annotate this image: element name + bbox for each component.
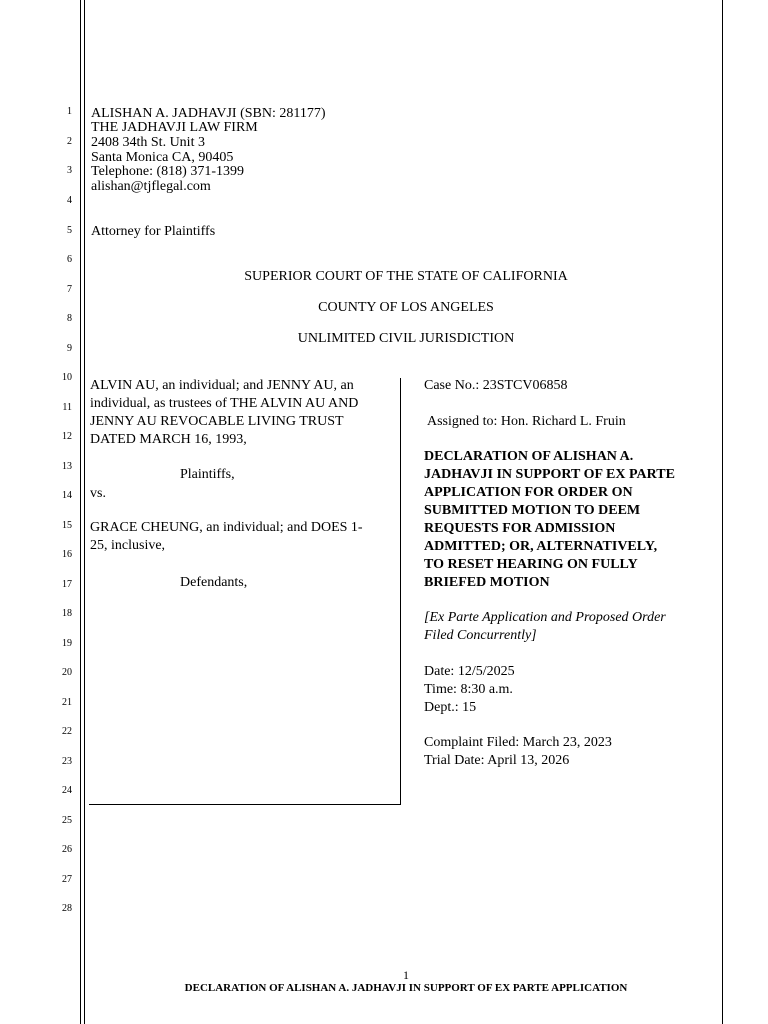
footer-title: DECLARATION OF ALISHAN A. JADHAVJI IN SUPPORT OF EX PARTE APPLICATION	[184, 982, 628, 994]
address-line: 2408 34th St. Unit 3	[91, 135, 205, 150]
hearing-date: Date: 12/5/2025	[424, 664, 515, 679]
line-number: 14	[62, 490, 72, 501]
line-number: 28	[62, 903, 72, 914]
line-number: 27	[62, 874, 72, 885]
line-number: 25	[62, 815, 72, 826]
document-title-line: REQUESTS FOR ADMISSION	[424, 521, 616, 536]
line-number: 5	[67, 225, 72, 236]
document-title-line: BRIEFED MOTION	[424, 575, 550, 590]
line-number: 12	[62, 431, 72, 442]
document-title-line: DECLARATION OF ALISHAN A.	[424, 449, 634, 464]
document-title-line: SUBMITTED MOTION TO DEEM	[424, 503, 641, 518]
document-title-line: ADMITTED; OR, ALTERNATIVELY,	[424, 539, 658, 554]
trial-date: Trial Date: April 13, 2026	[424, 753, 570, 768]
court-county: COUNTY OF LOS ANGELES	[318, 300, 494, 315]
line-number: 7	[67, 284, 72, 295]
telephone: Telephone: (818) 371-1399	[91, 164, 244, 179]
case-number: Case No.: 23STCV06858	[424, 378, 568, 393]
line-number: 24	[62, 785, 72, 796]
line-number: 16	[62, 549, 72, 560]
left-margin-rule-outer	[80, 0, 81, 1024]
line-number: 22	[62, 726, 72, 737]
plaintiffs-line: JENNY AU REVOCABLE LIVING TRUST	[90, 414, 344, 429]
line-number: 6	[67, 254, 72, 265]
hearing-dept: Dept.: 15	[424, 700, 477, 715]
court-name: SUPERIOR COURT OF THE STATE OF CALIFORNIA	[244, 269, 568, 284]
line-number: 17	[62, 579, 72, 590]
line-number: 23	[62, 756, 72, 767]
hearing-time: Time: 8:30 a.m.	[424, 682, 513, 697]
line-number: 18	[62, 608, 72, 619]
concurrent-filing-note: [Ex Parte Application and Proposed Order	[424, 610, 666, 625]
email: alishan@tjflegal.com	[91, 179, 211, 194]
document-title-line: APPLICATION FOR ORDER ON	[424, 485, 633, 500]
plaintiffs-line: DATED MARCH 16, 1993,	[90, 432, 247, 447]
plaintiffs-line: individual, as trustees of THE ALVIN AU AND	[90, 396, 359, 411]
line-number: 20	[62, 667, 72, 678]
attorney-name: ALISHAN A. JADHAVJI (SBN: 281177)	[91, 106, 326, 121]
attorney-role: Attorney for Plaintiffs	[91, 224, 216, 239]
right-margin-rule	[722, 0, 723, 1024]
line-number: 26	[62, 844, 72, 855]
line-number: 15	[62, 520, 72, 531]
line-number: 3	[67, 165, 72, 176]
line-number: 9	[67, 343, 72, 354]
defendants-label: Defendants,	[180, 575, 248, 590]
city-line: Santa Monica CA, 90405	[91, 150, 234, 165]
document-title-line: TO RESET HEARING ON FULLY	[424, 557, 638, 572]
line-number: 8	[67, 313, 72, 324]
line-number: 10	[62, 372, 72, 383]
page-number: 1	[403, 968, 409, 982]
concurrent-filing-note: Filed Concurrently]	[424, 628, 537, 643]
law-firm-name: THE JADHAVJI LAW FIRM	[91, 120, 258, 135]
assigned-judge: Assigned to: Hon. Richard L. Fruin	[427, 414, 626, 429]
line-number: 21	[62, 697, 72, 708]
line-number: 19	[62, 638, 72, 649]
document-title-line: JADHAVJI IN SUPPORT OF EX PARTE	[424, 467, 675, 482]
line-number: 2	[67, 136, 72, 147]
defendants-line: GRACE CHEUNG, an individual; and DOES 1-	[90, 520, 363, 535]
versus-label: vs.	[90, 486, 106, 501]
left-margin-rule-inner	[84, 0, 85, 1024]
line-number: 1	[67, 106, 72, 117]
line-number: 11	[62, 402, 72, 413]
plaintiffs-label: Plaintiffs,	[180, 467, 235, 482]
line-number: 13	[62, 461, 72, 472]
defendants-line: 25, inclusive,	[90, 538, 166, 553]
line-number: 4	[67, 195, 72, 206]
complaint-filed: Complaint Filed: March 23, 2023	[424, 735, 612, 750]
plaintiffs-line: ALVIN AU, an individual; and JENNY AU, an	[90, 378, 354, 393]
court-jurisdiction: UNLIMITED CIVIL JURISDICTION	[297, 331, 515, 346]
